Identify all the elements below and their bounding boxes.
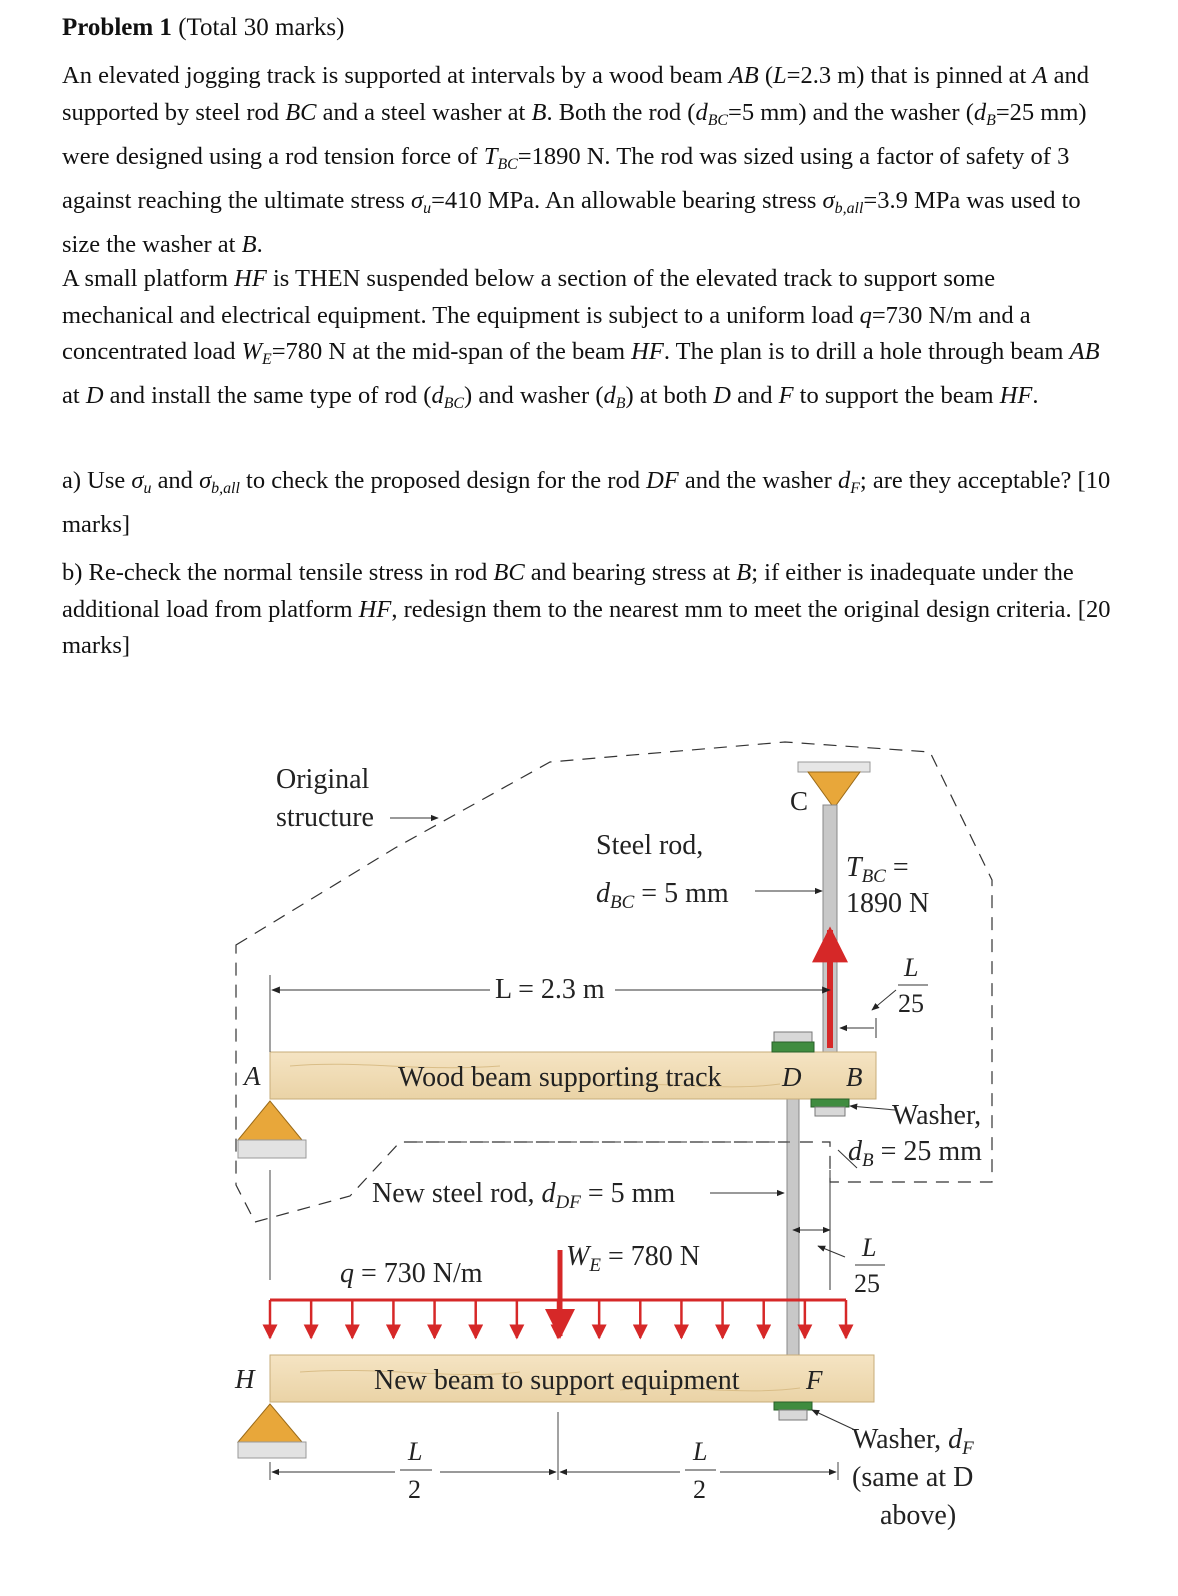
question-b-text: b) Re-check the normal tensile stress in rod BC and bearing stress at B; if either is inadequate under the additional load from platform HF, redesign them to the nearest mm to meet the original design criteria. [20 marks] (62, 559, 1111, 659)
tbc-value: 1890 N (846, 888, 930, 919)
f-frac-num: L (862, 1233, 877, 1262)
half-left-num: L (408, 1437, 423, 1466)
washer-b (811, 1099, 849, 1116)
point-d-label: D (782, 1062, 802, 1092)
problem-number: Problem 1 (62, 14, 172, 41)
problem-marks: (Total 30 marks) (178, 14, 345, 41)
above-label: above) (880, 1500, 957, 1531)
washer-d-top (772, 1032, 814, 1052)
problem-title (62, 10, 344, 46)
paragraph-1 (62, 58, 1112, 264)
support-c (798, 762, 870, 808)
b-frac-num: L (904, 953, 919, 982)
structure-figure (0, 700, 1178, 1596)
q-label: q = 730 N/m (340, 1258, 483, 1289)
same-at-d-label: (same at D (852, 1462, 974, 1493)
point-h-label: H (235, 1364, 255, 1394)
b-frac-den: 25 (898, 989, 924, 1018)
washer-f (774, 1402, 812, 1420)
point-b-label: B (846, 1062, 863, 1092)
point-a-label: A (244, 1061, 261, 1091)
new-beam-label: New beam to support equipment (374, 1365, 740, 1396)
point-c-label: C (790, 786, 809, 816)
original-label-1: Original (276, 764, 370, 795)
support-a (238, 1101, 306, 1158)
half-left-den: 2 (408, 1475, 421, 1504)
question-a (62, 463, 1112, 544)
dbc-label: $d_{BC} = 5$ mm (596, 878, 729, 913)
we-label: $W_E = 780$ N (566, 1241, 700, 1276)
paragraph-2 (62, 261, 1112, 423)
question-a-text: a) Use $\sigma_u$ and $\sigma_{b,all}$ to check the proposed design for the rod DF and the washer $d_F$; are they acceptable? [10 marks] (62, 467, 1111, 539)
half-right-den: 2 (693, 1475, 706, 1504)
steel-rod-label: Steel rod, (596, 830, 704, 861)
new-rod-label: New steel rod, $d_{DF} = 5$ mm (372, 1178, 676, 1213)
wood-beam-label: Wood beam supporting track (398, 1062, 722, 1093)
tbc-label: $T_{BC}$ = (846, 852, 909, 887)
washer-label: Washer, (892, 1100, 982, 1131)
paragraph-2-text: A small platform HF is THEN suspended below a section of the elevated track to support some mechanical and electrical equipment. The equipment is subject to a uniform load q=730 N/m and a concentrated load $W_E=780$ N at the mid-span of the beam HF. The plan is to drill a hole through beam AB at D and install the same type of rod $(d_{BC})$ and washer $(d_B)$ at both D and F to support the beam HF. (62, 265, 1100, 413)
point-f-label: F (806, 1365, 823, 1395)
paragraph-1-text: An elevated jogging track is supported at intervals by a wood beam AB (L=2.3 m) that is pinned at A and supported by steel rod BC and a steel washer at B. Both the rod ($d_{BC}=5$ mm) and the washer ($d_B=25$ mm) were designed using a rod tension force of $T_{BC}=1890$ N. The rod was sized using a factor of safety of 3 against reaching the ultimate stress $\sigma_u=410$ MPa. An allowable bearing stress $\sigma_{b,all}=3.9$ MPa was used to size the washer at B. (62, 62, 1089, 259)
washer-df-label: Washer, $d_F$ (852, 1424, 974, 1459)
original-label-2: structure (276, 802, 374, 833)
db-label: $d_B = 25$ mm (848, 1136, 982, 1171)
f-frac-den: 25 (854, 1269, 880, 1298)
question-b (62, 555, 1112, 665)
half-right-num: L (693, 1437, 708, 1466)
support-h (238, 1404, 306, 1458)
span-label: L = 2.3 m (495, 974, 605, 1005)
